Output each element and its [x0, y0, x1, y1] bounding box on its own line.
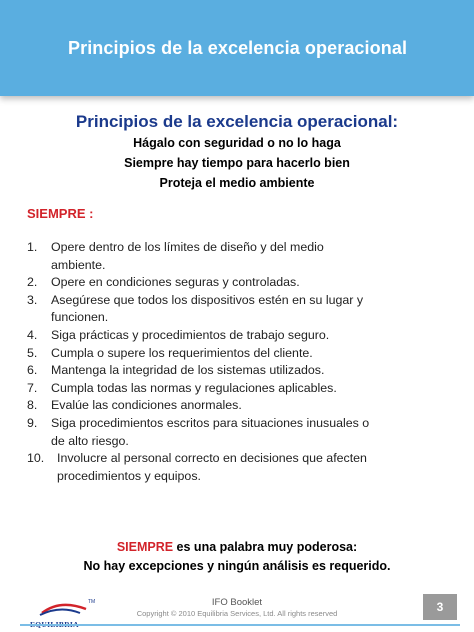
list-item-line: Opere dentro de los límites de diseño y del medio [51, 240, 324, 254]
list-item [27, 239, 457, 274]
list-item-line: Asegúrese que todos los dispositivos estén en su lugar y [51, 292, 364, 307]
principles-list [27, 239, 457, 485]
subheading-1: Hágalo con seguridad o no lo haga [133, 136, 341, 150]
list-item [27, 274, 457, 292]
list-item [27, 397, 457, 415]
header-banner [0, 0, 474, 96]
list-item-line: ambiente. [51, 257, 106, 272]
list-item [27, 327, 457, 345]
page-number: 3 [423, 594, 457, 620]
list-item [27, 345, 457, 363]
siempre-label: SIEMPRE : [27, 206, 94, 221]
closing-line-1-rest: es una palabra muy poderosa: [173, 540, 358, 554]
list-item-line: Opere en condiciones seguras y controladas. [51, 275, 300, 290]
list-item-line: Mantenga la integridad de los sistemas utilizados. [51, 363, 325, 378]
section-heading: Principios de la excelencia operacional: [75, 112, 399, 131]
logo-tm: TM [88, 599, 96, 605]
list-item [27, 362, 457, 380]
list-item-line: Involucre al personal correcto en decisiones que afecten [57, 451, 367, 466]
list-item-number: 6. [27, 363, 38, 378]
list-item-line: procedimientos y equipos. [57, 468, 201, 483]
list-item-line: Evalúe las condiciones anormales. [51, 398, 242, 413]
footer-booklet: IFO Booklet [211, 597, 263, 608]
list-item-number: 5. [27, 345, 38, 360]
subheading-3: Proteja el medio ambiente [159, 176, 315, 190]
list-item-number: 9. [27, 415, 38, 430]
list-item-line: funcionen. [51, 310, 109, 325]
list-item [27, 450, 457, 485]
footer-divider [20, 624, 460, 626]
list-item-line: Siga prácticas y procedimientos de trabajo seguro. [51, 327, 330, 342]
subheading-2: Siempre hay tiempo para hacerlo bien [124, 156, 350, 170]
list-item-number: 1. [27, 240, 38, 254]
footer-copyright: Copyright © 2010 Equilibria Services, Ltd. All rights reserved [136, 609, 338, 618]
list-item [27, 380, 457, 398]
list-item-line: Cumpla o supere los requerimientos del cliente. [51, 345, 313, 360]
list-item-line: de alto riesgo. [51, 433, 129, 448]
list-item-number: 10. [27, 451, 45, 466]
list-item-number: 3. [27, 292, 38, 307]
list-item-number: 7. [27, 380, 38, 395]
banner-title: Principios de la excelencia operacional [68, 38, 408, 58]
list-item-number: 8. [27, 398, 38, 413]
closing-line-2: No hay excepciones y ningún análisis es requerido. [83, 559, 391, 573]
list-item-number: 4. [27, 327, 38, 342]
list-item [27, 415, 457, 450]
list-item-line: Cumpla todas las normas y regulaciones aplicables. [51, 380, 337, 395]
closing-line-1 [0, 540, 474, 554]
list-item-line: Siga procedimientos escritos para situaciones inusuales o [51, 415, 370, 430]
closing-red-word: SIEMPRE [116, 540, 174, 554]
list-item-number: 2. [27, 275, 38, 290]
list-item [27, 292, 457, 327]
